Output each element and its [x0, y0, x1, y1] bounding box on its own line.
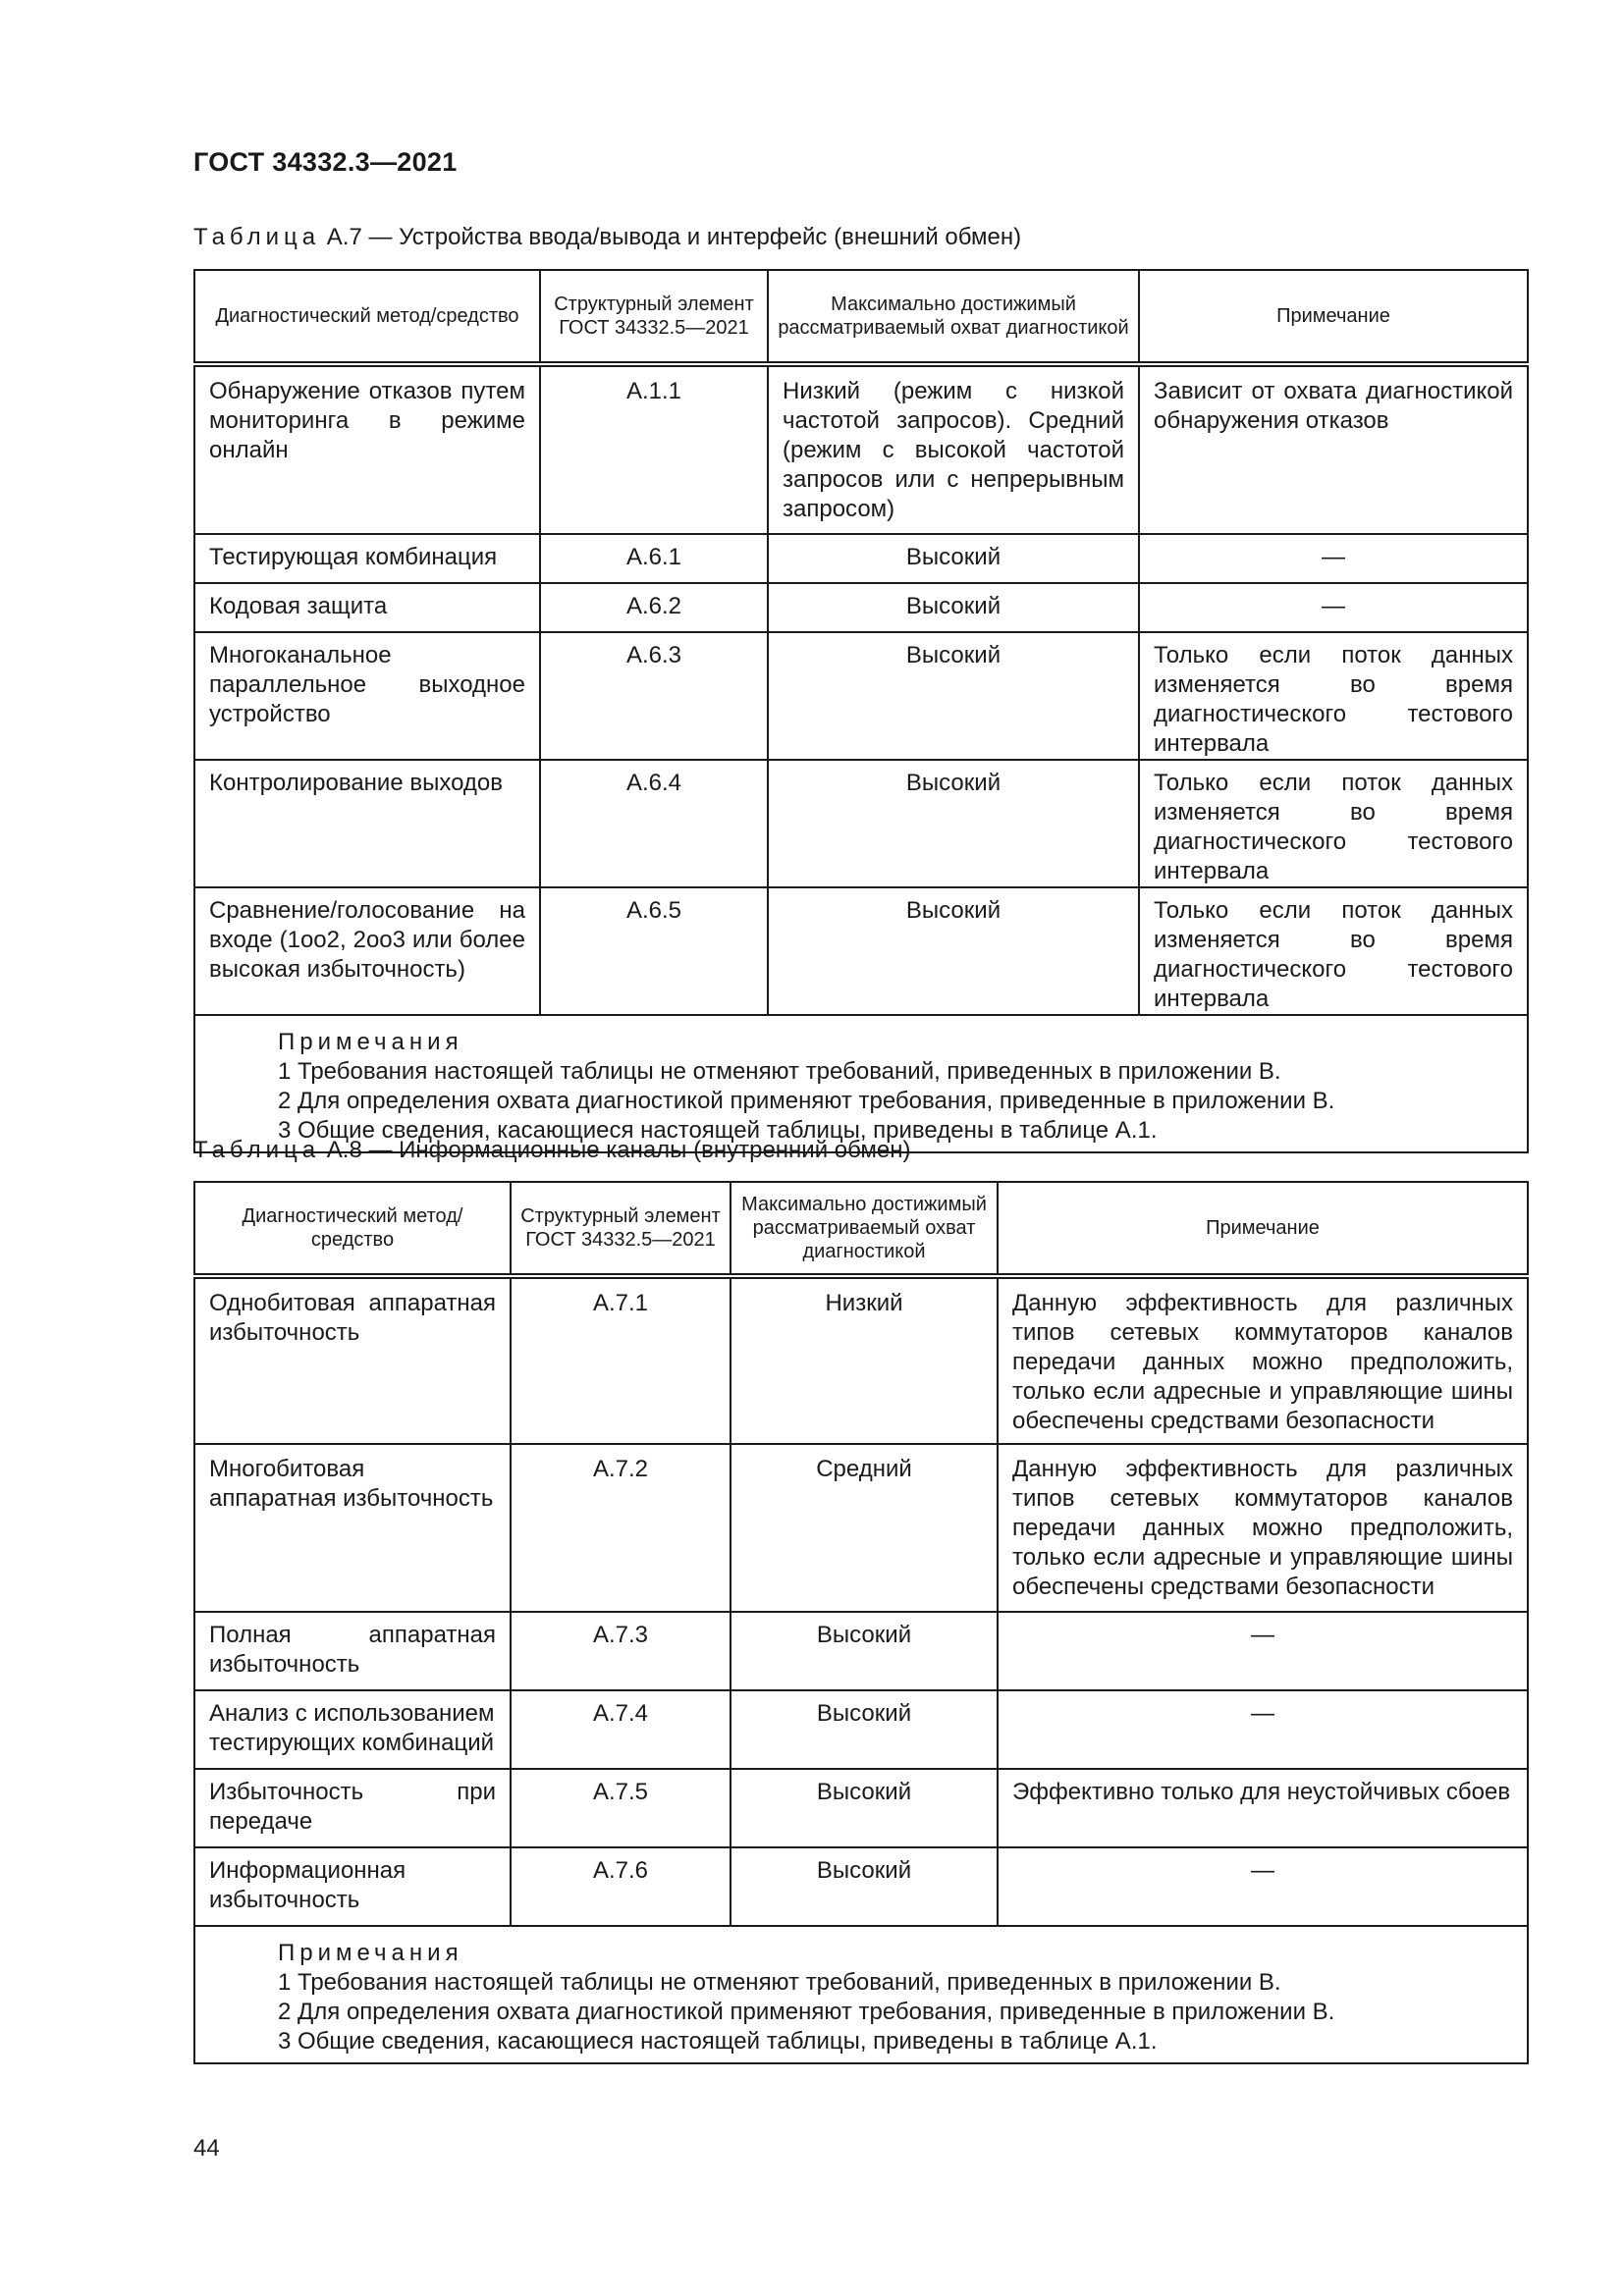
table8-caption-prefix: Таблица [193, 1137, 321, 1163]
table8-cell-method: Однобитовая аппаратная избыточность [194, 1276, 511, 1444]
table7-note-2: 2 Для определения охвата диагностикой применяют требования, приведенные в приложении В. [278, 1088, 1335, 1114]
table7-header-coverage: Максимально достижимый рассматриваемый охват диагностикой [768, 270, 1139, 364]
table7-cell-element: А.6.4 [540, 760, 768, 887]
table7-caption [193, 224, 1021, 251]
table7-cell-method: Тестирующая комбинация [194, 534, 540, 583]
table-row [194, 364, 1528, 534]
table8-cell-coverage: Высокий [731, 1612, 998, 1690]
table8-cell-method: Многобитовая аппаратная избыточность [194, 1444, 511, 1612]
page-number: 44 [193, 2135, 220, 2162]
table-a8 [193, 1181, 1529, 2064]
table7-cell-element: А.1.1 [540, 364, 768, 534]
table7-cell-method: Кодовая защита [194, 583, 540, 632]
table7-caption-text: А.7 — Устройства ввода/вывода и интерфейс (внешний обмен) [320, 224, 1022, 250]
table7-cell-element: А.6.3 [540, 632, 768, 760]
table8-cell-coverage: Низкий [731, 1276, 998, 1444]
table8-note-2: 2 Для определения охвата диагностикой применяют требования, приведенные в приложении В. [278, 1999, 1335, 2025]
table8-notes-row [194, 1926, 1528, 2063]
table-row [194, 760, 1528, 887]
table7-cell-note: Только если поток данных изменяется во время диагностического тестового интервала [1139, 887, 1528, 1015]
table-row [194, 583, 1528, 632]
table-row [194, 1769, 1528, 1847]
table7-cell-element: А.6.5 [540, 887, 768, 1015]
table7-header-method: Диагностический метод/средство [194, 270, 540, 364]
table8-header-note: Примечание [998, 1182, 1528, 1276]
table7-cell-coverage: Низкий (режим с низкой частотой запросов). Средний (режим с высокой частотой запросов или с непрерывным запросом) [768, 364, 1139, 534]
table7-notes-title: Примечания [278, 1029, 463, 1055]
table8-cell-element: А.7.1 [511, 1276, 731, 1444]
table7-cell-coverage: Высокий [768, 632, 1139, 760]
table-row [194, 632, 1528, 760]
table8-note-1: 1 Требования настоящей таблицы не отменяют требований, приведенных в приложении В. [278, 1969, 1281, 1996]
table8-cell-note: Эффективно только для неустойчивых сбоев [998, 1769, 1528, 1847]
table7-caption-prefix: Таблица [193, 224, 321, 250]
table8-cell-element: А.7.3 [511, 1612, 731, 1690]
table8-cell-note: — [998, 1690, 1528, 1769]
table-row [194, 534, 1528, 583]
table7-header-note: Примечание [1139, 270, 1528, 364]
table-a7 [193, 269, 1529, 1153]
table8-cell-note: — [998, 1847, 1528, 1926]
table8-notes-title: Примечания [278, 1940, 463, 1966]
table8-header-coverage: Максимально достижимый рассматриваемый охват диагностикой [731, 1182, 998, 1276]
table7-cell-method: Контролирование выходов [194, 760, 540, 887]
table7-cell-note: — [1139, 534, 1528, 583]
table8-cell-element: А.7.6 [511, 1847, 731, 1926]
table8-header-row [194, 1182, 1528, 1276]
table7-cell-coverage: Высокий [768, 887, 1139, 1015]
table7-note-3: 3 Общие сведения, касающиеся настоящей таблицы, приведены в таблице А.1. [278, 1117, 1158, 1144]
table-row [194, 1690, 1528, 1769]
table8-caption-text: А.8 — Информационные каналы (внутренний обмен) [320, 1137, 911, 1163]
table7-cell-element: А.6.1 [540, 534, 768, 583]
table7-cell-note: Только если поток данных изменяется во время диагностического тестового интервала [1139, 632, 1528, 760]
table-row [194, 1612, 1528, 1690]
table8-cell-note: Данную эффективность для различных типов сетевых коммутаторов каналов передачи данных можно предположить, только если адресные и управляющие шины обеспечены средствами безопасности [998, 1444, 1528, 1612]
table8-cell-element: А.7.5 [511, 1769, 731, 1847]
table7-header-element: Структурный элемент ГОСТ 34332.5—2021 [540, 270, 768, 364]
table7-notes-row [194, 1015, 1528, 1152]
table8-cell-method: Анализ с использованием тестирующих комбинаций [194, 1690, 511, 1769]
table8-cell-element: А.7.4 [511, 1690, 731, 1769]
table7-notes [194, 1015, 1528, 1152]
table7-cell-note: — [1139, 583, 1528, 632]
table-row [194, 1444, 1528, 1612]
table7-cell-coverage: Высокий [768, 534, 1139, 583]
table8-notes [194, 1926, 1528, 2063]
table8-header-element: Структурный элемент ГОСТ 34332.5—2021 [511, 1182, 731, 1276]
table7-cell-coverage: Высокий [768, 760, 1139, 887]
table8-cell-coverage: Высокий [731, 1847, 998, 1926]
table8-cell-method: Информационная избыточность [194, 1847, 511, 1926]
table8-cell-coverage: Высокий [731, 1769, 998, 1847]
table8-cell-note: — [998, 1612, 1528, 1690]
document-id: ГОСТ 34332.3—2021 [193, 147, 458, 177]
table-row [194, 1276, 1528, 1444]
table8-header-method: Диагностический метод/средство [194, 1182, 511, 1276]
table-row [194, 1847, 1528, 1926]
table8-note-3: 3 Общие сведения, касающиеся настоящей таблицы, приведены в таблице А.1. [278, 2028, 1158, 2055]
table8-cell-coverage: Высокий [731, 1690, 998, 1769]
table7-cell-note: Зависит от охвата диагностикой обнаружения отказов [1139, 364, 1528, 534]
table8-cell-element: А.7.2 [511, 1444, 731, 1612]
table8-cell-coverage: Средний [731, 1444, 998, 1612]
table7-cell-method: Сравнение/голосование на входе (1oo2, 2oo3 или более высокая избыточность) [194, 887, 540, 1015]
table7-header-row [194, 270, 1528, 364]
table7-note-1: 1 Требования настоящей таблицы не отменяют требований, приведенных в приложении В. [278, 1058, 1281, 1085]
table7-cell-method: Многоканальное параллельное выходное устройство [194, 632, 540, 760]
table8-cell-method: Избыточность при передаче [194, 1769, 511, 1847]
table8-cell-note: Данную эффективность для различных типов сетевых коммутаторов каналов передачи данных можно предположить, только если адресные и управляющие шины обеспечены средствами безопасности [998, 1276, 1528, 1444]
table7-cell-method: Обнаружение отказов путем мониторинга в режиме онлайн [194, 364, 540, 534]
table7-cell-note: Только если поток данных изменяется во время диагностического тестового интервала [1139, 760, 1528, 887]
table7-cell-element: А.6.2 [540, 583, 768, 632]
table8-caption [193, 1137, 910, 1164]
table-row [194, 887, 1528, 1015]
table7-cell-coverage: Высокий [768, 583, 1139, 632]
table8-cell-method: Полная аппаратная избыточность [194, 1612, 511, 1690]
